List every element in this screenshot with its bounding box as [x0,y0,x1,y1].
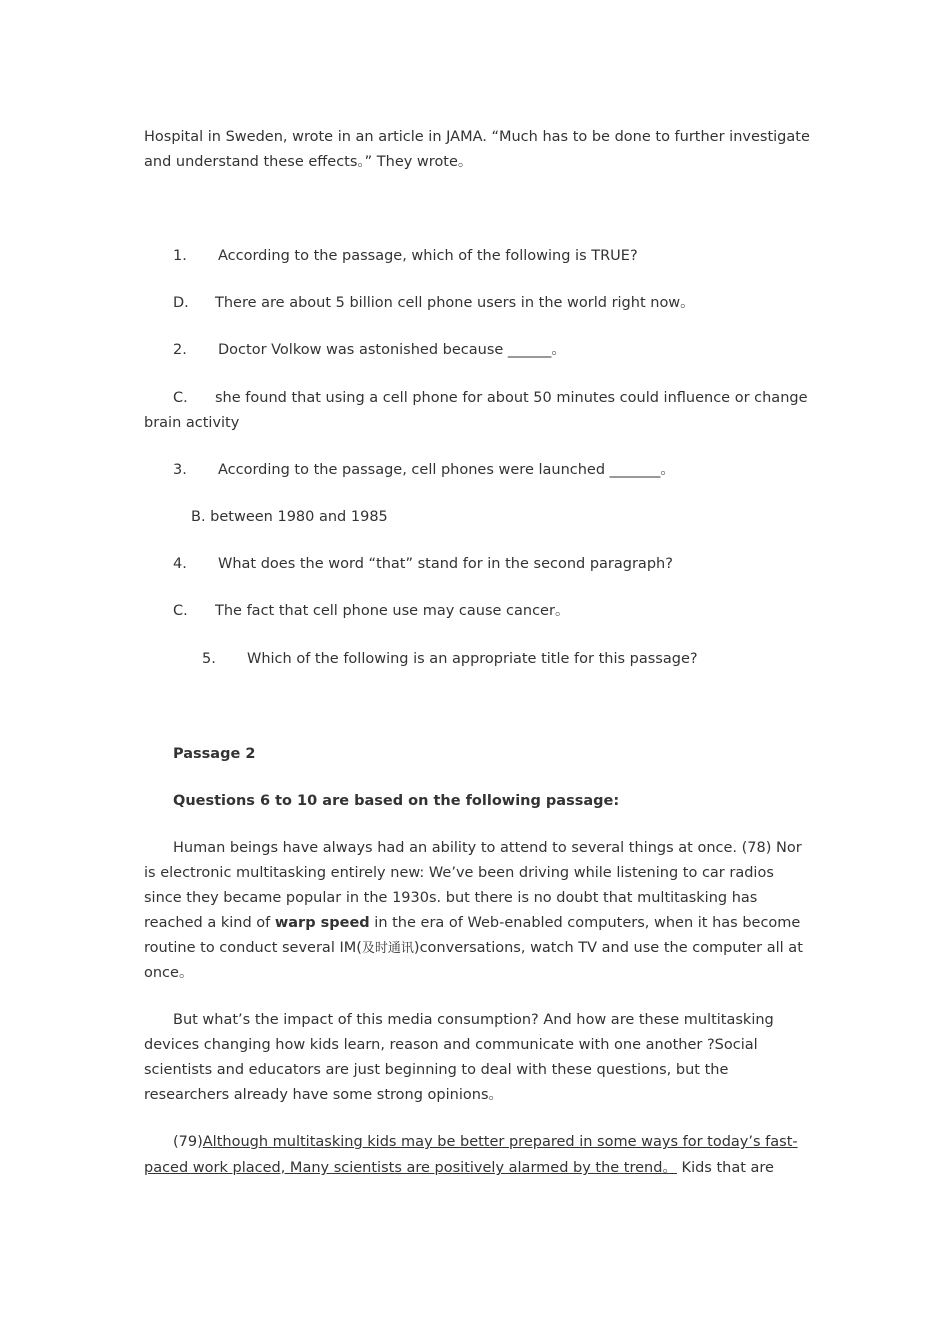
paragraph-2-line-4: researchers already have some strong opinions。 [144,1087,503,1103]
question-text: According to the passage, cell phones were launched _______。 [218,462,675,478]
answer-2 [173,388,808,408]
question-number: 4. [173,556,187,572]
question-number: 3. [173,462,187,478]
question-number: 5. [202,651,216,667]
answer-2-continued: brain activity [144,415,240,431]
bold-phrase: warp speed [274,915,370,931]
question-4 [173,554,673,574]
answer-text: There are about 5 billion cell phone users in the world right now。 [215,295,695,311]
paragraph-2-line-1: But what’s the impact of this media consumption? And how are these multitasking [173,1012,774,1028]
paragraph-1-line-1: Human beings have always had an ability to attend to several things at once. (78) Nor [173,840,802,856]
paragraph-2-line-3: scientists and educators are just beginning to deal with these questions, but the [144,1062,729,1078]
answer-option: D. [173,295,189,311]
answer-text: The fact that cell phone use may cause cancer。 [215,603,570,619]
intro-line-1: Hospital in Sweden, wrote in an article in JAMA. “Much has to be done to further investigate [144,129,810,145]
paragraph-2-line-2: devices changing how kids learn, reason and communicate with one another ?Social [144,1037,758,1053]
text-run: )conversations, watch TV and use the computer all at [413,940,803,956]
answer-text: she found that using a cell phone for about 50 minutes could influence or change [215,390,808,406]
passage-title: Passage 2 [173,746,256,762]
question-1 [173,246,638,266]
intro-line-2: and understand these effects。” They wrote。 [144,154,473,170]
paragraph-3-line-2 [144,1158,774,1178]
question-number: 2. [173,342,187,358]
answer-3: B. between 1980 and 1985 [191,509,388,525]
question-3 [173,460,675,480]
paragraph-1-line-4 [144,913,800,933]
underlined-sentence: paced work placed, Many scientists are positively alarmed by the trend。 [144,1160,677,1176]
paragraph-3-line-1 [173,1132,798,1152]
text-run: in the era of Web-enabled computers, when it has become [369,915,801,931]
question-5 [202,649,698,669]
answer-4 [173,601,569,621]
passage-subtitle: Questions 6 to 10 are based on the following passage: [173,793,620,809]
answer-option: C. [173,390,188,406]
text-run: Kids that are [676,1160,774,1176]
text-run: reached a kind of [144,915,275,931]
chinese-gloss: 及时通讯 [361,941,414,956]
paragraph-1-line-2: is electronic multitasking entirely new: We’ve been driving while listening to car radios [144,865,774,881]
paragraph-1-line-5 [144,938,803,959]
text-run: routine to conduct several IM( [144,940,362,956]
underlined-sentence: Although multitasking kids may be better prepared in some ways for today’s fast- [202,1134,798,1150]
question-2 [173,340,566,360]
question-text: What does the word “that” stand for in the second paragraph? [218,556,673,572]
question-text: Doctor Volkow was astonished because ______。 [218,342,566,358]
answer-1 [173,293,695,313]
question-text: According to the passage, which of the following is TRUE? [218,248,638,264]
question-number: 1. [173,248,187,264]
paragraph-1-line-3: since they became popular in the 1930s. but there is no doubt that multitasking has [144,890,758,906]
paragraph-1-line-6: once。 [144,965,194,981]
answer-option: C. [173,603,188,619]
question-text: Which of the following is an appropriate title for this passage? [247,651,698,667]
text-run: (79) [173,1134,203,1150]
